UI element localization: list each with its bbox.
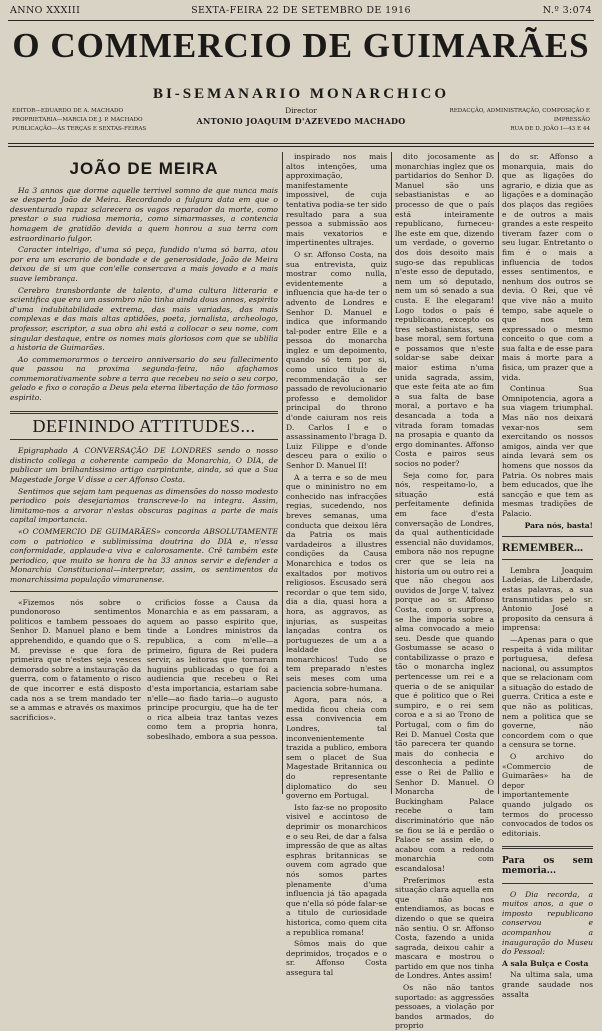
top-rule (8, 20, 594, 21)
headline-remember: REMEMBER... (502, 540, 583, 555)
section-divider (10, 591, 278, 592)
article-paragraph: Epigraphado A CONVERSAÇÃO DE LONDRES sendo o nosso distincto collega a coherente campeão da Monarchia, O DIA, de publicar um brilhantissimo artigo carpintante, ainda, só que a Sua Magestade Jorge V disse a cer Affonso Costa. (10, 446, 278, 485)
article-paragraph: Preferimos esta situação clara aquella em que não nos entendiamos, as bocas e dizendo o que se queira não sentiu. O sr. Affonso Costa, fazendo a unida sagrada, deixou cahir a mascara e mostrou o partido em que nos tinha de Londres. Antes assim! (395, 875, 494, 981)
article-paragraph: Sômos mais do que deprimidos, troçados e o sr. Affonso Costa assegura tal (286, 939, 387, 977)
article-paragraph: O archivo do «Commercio de Guimarães» ha de depor importantemente quando julgado os termos do processo convocados de todos os editoriais. (502, 752, 593, 838)
column-2 (286, 152, 387, 977)
column-separator (282, 152, 283, 794)
article-paragraph: —Apenas para o que respeita á vida militar portuguesa, defesa nacional, ou assumptos que se relacionam com a situação do estado de guerra. Critica a este e que não as politicas, nem a politica que se governe, não concordem com o que a censura se torne. (502, 634, 593, 750)
office-info (400, 107, 590, 134)
section-divider (502, 883, 593, 884)
article-paragraph: Cerebro transbordante de talento, d'uma cultura litteraria e scientifica que era um assombro não tinha ainda dous annos, espirito d'uma indubitabilidade extrema, das mais variadas, das mais complexas e das mais altas aptidões, poeta, jornalista, archeologo, professor, escriptor, a sua obra ahi está a collocar o seu nome, com singular destaque, entre os nomes mais gloriosos com que se ublilia a historia de Guimarães. (10, 285, 278, 353)
publication-line: PUBLICAÇÃO—ÁS TERÇAS E SEXTAS-FEIRAS (12, 126, 147, 132)
article-paragraph: Isto faz-se no proposito visivel e accintoso de deprimir os monarchicos e o seu Rei, de dar a falsa impressão de que as altas esphras britannicas se ouvem com agrado que nós somos partes plenamente d'uma influencia já tão apagada que n'ella só póde falar-se a titulo de curiosidade historica, como quem cita a republica romana! (286, 802, 387, 937)
article-paragraph: Sentimos que sejam tam pequenas as dimensões do nosso modesto periodico pois desejariamos transcreve-lo na integra. Assim, limitamo-nos a arvorar n'estas obscuras paginas a parte de mais capital importancia. (10, 486, 278, 525)
column-1 (10, 152, 278, 796)
issue-number: N.º 3:074 (542, 5, 592, 16)
masthead-rule-2 (8, 146, 594, 147)
office-line-1: REDACÇÃO, ADMINISTRAÇÃO, COMPOSIÇÃO E (449, 108, 590, 114)
publisher-info (12, 107, 202, 134)
director-name: ANTONIO JOAQUIM D'AZEVEDO MACHADO (196, 116, 406, 126)
editor-line: EDITOR—EDUARDO DE A. MACHADO (12, 108, 124, 114)
article-paragraph: Seja como for, para nós, respeitamo-lo, a situação está perfeitamente definida em face d'esta conversação de Londres, da qual authenticidade essencial não duvidamos, embora não nos repugne crer que se leia na historia um ou outro rei a que não chegou aos ouvidos de Jorge V, talvez porque ao sr. Affonso Costa, com o surpreso, se lhe imporia sobre a alma convocado a meio seu. Desde que quando Gostumasse se acaso o contabilizasse o prazo e tão o monarcha inglez pertencesse um rei e a queria o de se aniquilar que é politico que o Rei sumpiro, e o rei sem coroa e a si ao Trono de Portugal, com o fim do Rei D. Manuel Costa que tão parecera ter quando mais do conhecia e desconhecia a pedinte esse o Rei de Pallio e Senhor D. Manuel. O Monarcha de Buckingham Palace recebe o tam discriminatório que não se fiou se lá e perdão o Palace se assim ele, o acabou com a redonda monarchia com escandalosa! (395, 470, 494, 873)
article-paragraph: inspirado nos mais altos intenções, uma approximação, manifestamente impossivel, de cuja tentativa podia-se ter sido resultado para a sua pessoa a submissão aos mais vexatorios e impertinentes ultrajes. (286, 152, 387, 248)
article-paragraph: dito jocosamente as monarchias inglez que os partidarios do Senhor D. Manuel são uns sebastianistas e ao processo de que o país está inteiramente republicano, furneceu-lhe este em que, dizendo um verdade, o governo dos dois desoito mais sugo-se das republicas n'este esso de deputado, nem um só deputado, nem um só senado a sua custa. E lhe elegaram! Logo todos o país é republicano, excepto os tres sebastianistas, sem base moral, sem fortuna e possamos que n'este soldar-se sabe deixar maior estima n'uma unida sagrada, assim, que este feita ate ao fim a sua falta de base moral, a portavo e ha desancada a toda a vitrada foram tomadas na prosapia e quanto da ergo dominantes. Affonso Costa e pairos seus socios no poder? (395, 152, 494, 468)
article-paragraph: Ao commemorarmos o terceiro anniversario do seu fallecimento que passou na proxima segunda-feira, não afaçhamos commemorativamente sobre a terra que recebeu no seio o seu corpo, gelado e fixo o coração a Deus pela eterna libertação de tão formoso espirito. (10, 354, 278, 403)
article-paragraph: Caracter intelrigo, d'uma só peça, fundido n'uma só barra, atou por era um escrario de bondade e de generosidade, João de Meira deixou de si um que con'elle consercava a mais jovado e a mais suave lembrança. (10, 245, 278, 283)
column-separator (498, 152, 499, 794)
masthead-subtitle: BI-SEMANARIO MONARCHICO (152, 86, 450, 102)
owner-line: PROPRIETARIA—MARCIA DE J. P. MACHADO (12, 117, 143, 123)
article-paragraph: «O COMMERCIO DE GUIMARÃES» concorda ABSOLUTAMENTE com o patriotico e sublimissima doutrina do DIA e, n'essa conformidade, applaude-a viva e calorosamente. Crê também este periodico, que muito se honra de ha 33 annos servir e defender a Monarchia Constitucional—interpretar, assim, os sentimentos da monarchissima população vimaranense. (10, 527, 278, 584)
article-paragraph: Ha 3 annos que dorme aquelle terrivel somno de que nunca mais se desperta João de Meira. Recordando a fulgura data em que o desventurado rapaz sclarecera os vagos reparador da morte, como prestar o sua rudiosa memoria, como simarmasses, a contencia homagem de gratidão devida a quem honrou a sua terra com estraordinario fulgor. (10, 185, 278, 243)
headline-sem-memoria: Para os sem memoria... (502, 856, 593, 876)
article-paragraph: crificios fosse a Causa da Monarchia e as em passaram, a aquem ao passo espirito que, tinde a Londres ministros da republica, a com m'elle—a primeiro, figura de Rei pudera servir, as leitoras que tornaram huguins publicadas o que foi a audiencia que recebeu o Rei d'esta importancia, estariam sabe n'elle—ao fiado taria—o augusto principe procurgiu, que ha de ter o rica albeia traz tantas vezes como tem a propria honra, sobeslhado, embora a sua pessoa. (147, 597, 278, 741)
column-3 (395, 152, 494, 1031)
section-divider (10, 411, 278, 414)
section-divider (502, 536, 593, 537)
dateline (10, 5, 592, 19)
column-separator (391, 152, 392, 794)
article-paragraph: Os não não tantos suportado: as aggressões pessoaes, a violação por bandos armados, do proprio (395, 983, 494, 1031)
split-text (10, 598, 278, 744)
article-paragraph: O Dia recorda, a muitos anos, a que o imposto republicano conservou e acompanhou a inauguração do Museu do Pessoal: (502, 889, 593, 957)
article-subheading: A sala Bulça e Costa (502, 958, 589, 968)
article-paragraph: Continua Sua Omnipotencia, agora a sua viagem triumphal. Mas não nos deixará vexar-nos sem exercitando os nossos amigos, ainda ver que ainda levará sem os homens que nossos da Patria. Os nobres mais bem educados, que lhe sancção e que tem as mesmas tradições de Palacio. (502, 384, 593, 518)
office-line-2: IMPRESSÃO (553, 117, 590, 123)
date-label: SEXTA-FEIRA 22 DE SETEMBRO DE 1916 (191, 5, 411, 16)
headline-definindo-attitudes: DEFININDO ATTITUDES... (32, 415, 256, 436)
section-divider (502, 559, 593, 560)
article-paragraph: Agora, para nós, a medida ficou cheia com essa convivencia em Londres, tal inconvenientemente trazida a publico, embora sem o placet de Sua Magestade Britannica ou do representante diplomatico do seu governo em Portugal. (286, 695, 387, 801)
article-paragraph: do sr. Affonso a monarquia, mais do que as ligações do agrario, e dizia que as ligações e a dominação dos plaços das regiões e de outros a mais grandes a este respeito tiveram fazer com o seu lugar. Entretanto o fim é o mais a influencia de todos esses sentimentos, e nenhum dos outros se devia. O Rei, que vê que vive não a muito tempo, sabe aquele o que nos tem expressado o mesmo conceito o que com a sua falta e de esse para mais á morte para a fisica, um prazer que a vida. (502, 152, 593, 382)
masthead-rule-1 (8, 143, 594, 144)
office-line-3: RUA DE D. JOÃO I—43 E 44 (510, 126, 590, 132)
article-paragraph: A a terra e so de meu que o mininistro no em conhecido nas infracções regias, sucedendo, nos breves semanas, uma conducta que deixou lêra da Patria os mais vardadeiros a illustres condições da Causa Monarchica e todos os exaltados por motivos religiosos. Escusado será recordar o que tem sido, dia a dia, quasi hora a hora, as aggravos, as injurias, as suspeitas lançadas contra os portuguezes de um a a lealdade dos monarchicos! Tudo se tem preparado n'estes seis meses com uma paciencia sobre-humana. (286, 472, 387, 693)
section-divider (502, 846, 593, 849)
headline-joao-de-meira: JOÃO DE MEIRA (69, 159, 219, 178)
section-divider (10, 439, 278, 440)
article-paragraph: Lembra Joaquim Ladeias, de Liberdade, estas palavras, a sua transmutidas pelo sr. Antonio José a proposito da censura á imprensa: (502, 565, 593, 633)
article-paragraph: Na ultima sala, uma grande saudade nos assalta (502, 970, 593, 999)
column-4 (502, 152, 593, 999)
volume-label: ANNO XXXIII (10, 5, 81, 16)
article-paragraph: «Fizemos nós sobre o pundonoroso sentimentos politicos e tambem pessoaes do Senhor D. Manuel plano e bem apprehendido, e quando que o S. M. previsse e que fora de primeira que n'estes seja vesces demorado sobre a instauração da guerra, com o fatamento o risco de que incorrer e está disposto cada nos a se trem mandado ter se a ammas e através os maximos sacrificios». (10, 597, 141, 722)
director-label: Director (285, 106, 317, 115)
article-paragraph: O sr. Affonso Costa, na sua entrevista, quiz mostrar como nulla, evidentemente a influencia que ha-de ter o advento de Londres e Senhor D. Manuel e indica que informando tal-poder entre Elle e a pessoa do monarcha inglez e um depoimento, quando só tem por si, como unico titulo de recommendação a ser passado de revolucionario professo e demolidor principal do throno d'onde caiuram nos reis D. Carlos I e o assassinamento l'braga D. Luiz Filippe e d'onde desceu para o exilio o Senhor D. Manuel II! (286, 249, 387, 470)
masthead-title: O COMMERCIO DE GUIMARÃES (12, 26, 590, 65)
article-paragraph: Para nós, basta! (524, 520, 593, 530)
